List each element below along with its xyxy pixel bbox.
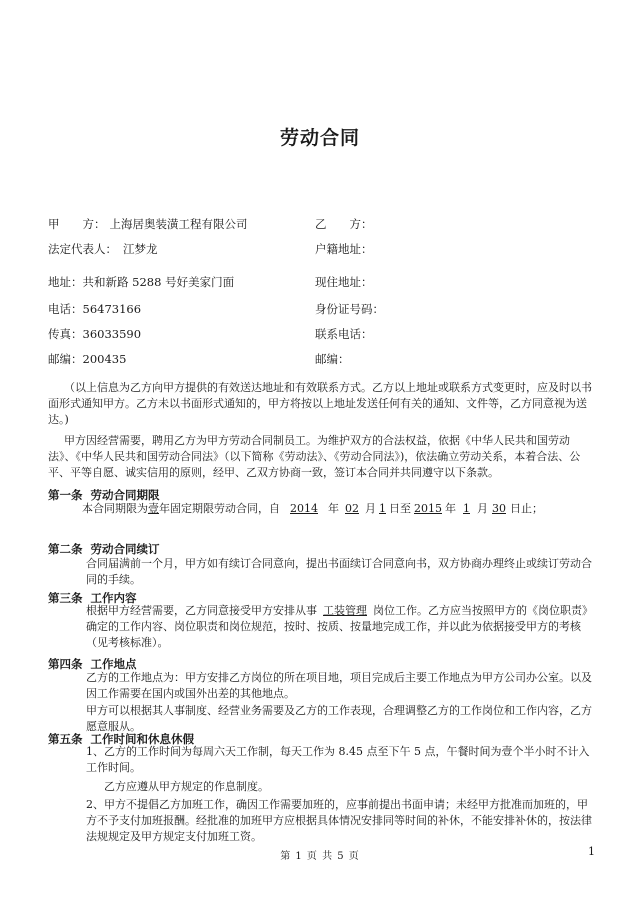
section-1-number: 第一条 — [48, 488, 83, 502]
contract-term-type: 壹 — [148, 502, 159, 515]
address-row — [48, 274, 234, 290]
fax-label: 传真： — [48, 327, 83, 341]
page-number: 1 — [588, 845, 595, 858]
hukou-address-label: 户籍地址： — [315, 242, 373, 256]
phone-value: 56473166 — [82, 302, 142, 316]
section-2-title: 劳动合同续订 — [90, 542, 160, 556]
zip-value: 200435 — [82, 352, 127, 366]
party-a-label: 甲 方： — [48, 217, 106, 231]
document-title: 劳动合同 — [279, 127, 360, 149]
id-number-label: 身份证号码： — [315, 302, 384, 316]
end-year: 2015 — [414, 502, 442, 515]
section-4-title: 工作地点 — [90, 657, 137, 671]
section-5-paragraph-1: 1、乙方的工作时间为每周六天工作制，每天工作为 8.45 点至下午 5 点，午餐时间为壹个半小时不计入工作时间。 — [86, 745, 590, 774]
zip-row — [48, 351, 126, 367]
section-3-title: 工作内容 — [90, 591, 137, 605]
section-5-title: 工作时间和休息休假 — [90, 732, 194, 746]
party-b-label: 乙 方： — [315, 217, 373, 231]
party-a-name: 上海居奥装潢工程有限公司 — [109, 217, 248, 231]
section-1-body: 本合同期限为壹年固定期限劳动合同，自 2014 年 02 月 1 日至 2015 年 1 月 30 日止； — [82, 502, 543, 515]
section-2-heading — [48, 541, 160, 557]
page-footer: 第 1 页 共 5 页 — [280, 851, 360, 862]
phone-label: 电话： — [48, 302, 83, 316]
section-4-paragraph-2: 甲方可以根据其人事制度、经营业务需要及乙方的工作表现，合理调整乙方的工作岗位和工作内容，乙方愿意服从。 — [86, 704, 592, 733]
section-4-paragraph-1: 乙方的工作地点为：甲方安排乙方岗位的所在项目地，项目完成后主要工作地点为甲方公司办公室。以及因工作需要在国内或国外出差的其他地点。 — [86, 671, 592, 700]
party-b-zip-label: 邮编： — [315, 352, 350, 366]
legal-rep-row — [48, 241, 158, 257]
start-month: 02 — [345, 502, 359, 515]
address-label: 地址： — [48, 275, 83, 289]
notice-paragraph: （以上信息为乙方向甲方提供的有效送达地址和有效联系方式。乙方以上地址或联系方式变更时，应及时以书面形式通知甲方。乙方未以书面形式通知的，甲方将按以上地址发送任何有关的通知、文件等，乙方同意视为送达。) — [48, 381, 592, 426]
current-address-label: 现住地址： — [315, 275, 373, 289]
address-value: 共和新路 5288 号好美家门面 — [82, 275, 235, 289]
section-5-paragraph-2: 乙方应遵从甲方规定的作息制度。 — [104, 780, 269, 793]
legal-rep-name: 江梦龙 — [123, 242, 158, 256]
section-5-number: 第五条 — [48, 732, 83, 746]
section-2-number: 第二条 — [48, 542, 83, 556]
section-3-number: 第三条 — [48, 591, 83, 605]
section-2-body: 合同届满前一个月，甲方如有续订合同意向，提出书面续订合同意向书，双方协商办理终止或续订劳动合同的手续。 — [86, 557, 592, 586]
zip-label: 邮编： — [48, 352, 83, 366]
preamble-paragraph: 甲方因经营需要，聘用乙方为甲方劳动合同制员工。为维护双方的合法权益，依据《中华人民共和国劳动法》、《中华人民共和国劳动合同法》（以下简称《劳动法》、《劳动合同法》)，依法确立劳动关系，本着合法、公平、平等自愿、诚实信用的原则，经甲、乙双方协商一致，签订本合同并共同遵守以下条款。 — [48, 434, 581, 479]
fax-value: 36033590 — [82, 327, 142, 341]
legal-rep-label: 法定代表人： — [48, 242, 117, 256]
section-5-paragraph-3: 2、甲方不提倡乙方加班工作，确因工作需要加班的，应事前提出书面申请；未经甲方批准而加班的，甲方不予支付加班报酬。经批准的加班甲方应根据具体情况安排同等时间的补休，不能安排补休的，按法律法规规定及甲方规定支付加班工资。 — [86, 798, 592, 843]
section-4-number: 第四条 — [48, 657, 83, 671]
job-position: 工装管理 — [323, 604, 367, 617]
section-3-body: 根据甲方经营需要，乙方同意接受甲方安排从事 工装管理 岗位工作。乙方应当按照甲方的《岗位职责》确定的工作内容、岗位职责和岗位规范，按时、按质、按量地完成工作，并以此为依据接受甲方的考核（见考核标准）。 — [86, 604, 593, 649]
contact-phone-label: 联系电话： — [315, 327, 373, 341]
end-month: 1 — [463, 502, 470, 515]
phone-row — [48, 301, 141, 317]
section-1-title: 劳动合同期限 — [90, 488, 160, 502]
start-day: 1 — [379, 502, 386, 515]
end-day: 30 — [492, 502, 506, 515]
start-year: 2014 — [290, 502, 318, 515]
party-a-row — [48, 216, 248, 232]
fax-row — [48, 326, 141, 342]
